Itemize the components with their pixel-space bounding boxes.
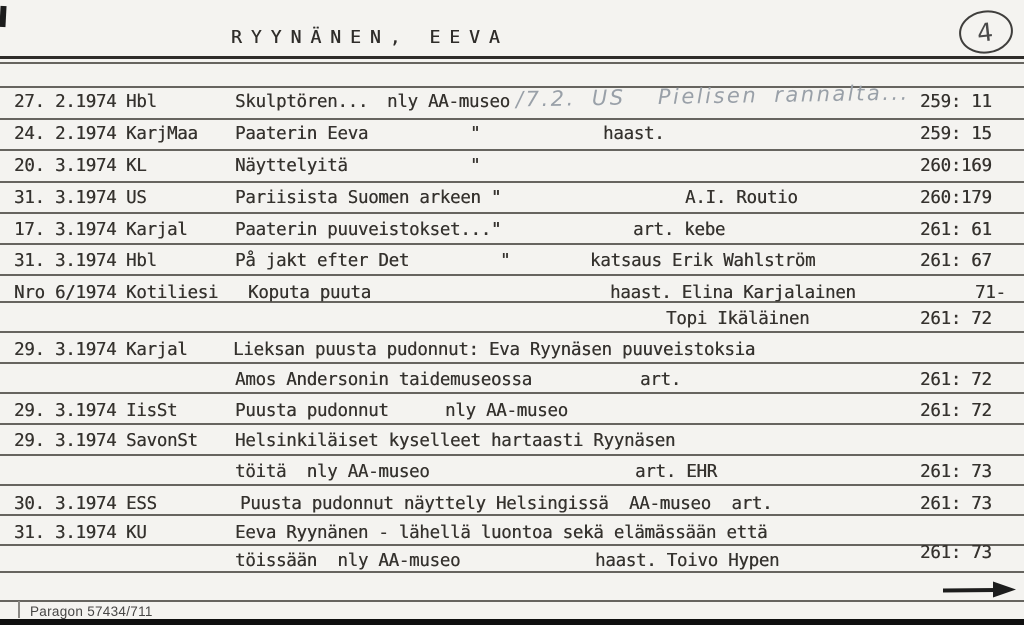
entry-date: 29. 3.1974 bbox=[14, 340, 117, 360]
entry-credit-cont: Topi Ikäläinen bbox=[666, 309, 810, 329]
circled-page-number-icon bbox=[956, 6, 1018, 60]
entry-title: Skulptören... bbox=[235, 92, 369, 112]
entry-source: KU bbox=[126, 523, 147, 543]
entry-source: Hbl bbox=[126, 251, 157, 271]
entry-source: Kotiliesi bbox=[126, 283, 219, 303]
entry-credit: katsaus Erik Wahlström bbox=[590, 251, 816, 271]
entry-ref: 261: 72 bbox=[920, 401, 992, 421]
entry-title: Helsinkiläiset kyselleet hartaasti Ryynäsen bbox=[235, 431, 676, 451]
entry-ref: 261: 67 bbox=[920, 251, 992, 271]
entry-source: KL bbox=[126, 156, 147, 176]
page-title: RYYNÄNEN, EEVA bbox=[231, 27, 509, 48]
entry-credit: art. kebe bbox=[633, 220, 726, 240]
scan-artifact bbox=[0, 6, 7, 27]
entry-date: 17. 3.1974 bbox=[14, 220, 117, 240]
entry-title-cont: Amos Andersonin taidemuseossa bbox=[235, 370, 532, 390]
entry-date: 20. 3.1974 bbox=[14, 156, 117, 176]
ditto-mark: " bbox=[500, 251, 511, 271]
bottom-scan-bar bbox=[0, 619, 1024, 625]
ruled-line bbox=[0, 56, 1024, 59]
entry-credit: haast. Elina Karjalainen bbox=[610, 283, 856, 303]
scan-artifact bbox=[18, 601, 20, 618]
ditto-mark: " bbox=[470, 124, 481, 144]
ruled-line bbox=[0, 274, 1024, 276]
entry-ref: 261: 72 bbox=[920, 370, 992, 390]
entry-ref: 261: 61 bbox=[920, 220, 992, 240]
entry-credit: haast. bbox=[603, 124, 665, 144]
entry-ref: 261: 73 bbox=[920, 494, 992, 514]
entry-ref: 259: 15 bbox=[920, 124, 992, 144]
ruled-line bbox=[0, 484, 1024, 486]
ruled-line bbox=[0, 62, 1024, 64]
entry-ref: 259: 11 bbox=[920, 92, 992, 112]
entry-credit: art. EHR bbox=[635, 462, 717, 482]
entry-credit: haast. Toivo Hypen bbox=[595, 551, 780, 571]
entry-ref: 260:179 bbox=[920, 188, 992, 208]
ruled-line bbox=[0, 243, 1024, 245]
entry-credit: art. bbox=[640, 370, 681, 390]
entry-date: Nro 6/1974 bbox=[14, 283, 117, 303]
ruled-line bbox=[0, 118, 1024, 120]
entry-title: Koputa puuta bbox=[248, 283, 371, 303]
entry-date: 24. 2.1974 bbox=[14, 124, 117, 144]
entry-date: 31. 3.1974 bbox=[14, 251, 117, 271]
entry-date: 31. 3.1974 bbox=[14, 523, 117, 543]
ruled-line bbox=[0, 600, 1024, 602]
entry-title: Paaterin puuveistokset..." bbox=[235, 220, 502, 240]
right-arrow-icon bbox=[935, 577, 1023, 603]
handwritten-note: /7.2. US Pielisen rannalta... bbox=[515, 80, 910, 112]
entry-note: nly AA-museo bbox=[445, 401, 568, 421]
entry-source: ESS bbox=[126, 494, 157, 514]
ruled-line bbox=[0, 362, 1024, 364]
entry-title: Pariisista Suomen arkeen " bbox=[235, 188, 502, 208]
ruled-line bbox=[0, 423, 1024, 425]
entry-title: Puusta pudonnut näyttely Helsingissä AA-museo art. bbox=[240, 494, 773, 514]
entry-date: 31. 3.1974 bbox=[14, 188, 117, 208]
footer-brand: Paragon 57434/711 bbox=[30, 604, 153, 619]
entry-note: nly AA-museo bbox=[387, 92, 510, 112]
entry-title: Näyttelyitä bbox=[235, 156, 348, 176]
ruled-line bbox=[0, 544, 1024, 546]
entry-title: Puusta pudonnut bbox=[235, 401, 389, 421]
entry-title: Eeva Ryynänen - lähellä luontoa sekä elämässään että bbox=[235, 523, 768, 543]
ruled-line bbox=[0, 514, 1024, 516]
entry-date: 29. 3.1974 bbox=[14, 431, 117, 451]
ruled-line bbox=[0, 149, 1024, 151]
ruled-line bbox=[0, 181, 1024, 183]
entry-title: På jakt efter Det bbox=[235, 251, 410, 271]
entry-title-cont: töitä nly AA-museo bbox=[235, 462, 430, 482]
card-number: 4 bbox=[975, 17, 995, 48]
entry-source: SavonSt bbox=[126, 431, 198, 451]
entry-date: 29. 3.1974 bbox=[14, 401, 117, 421]
entry-source: KarjMaa bbox=[126, 124, 198, 144]
entry-ref: 261: 73 bbox=[920, 462, 992, 482]
entry-ref: 71- bbox=[975, 283, 1006, 303]
entry-source: Karjal bbox=[126, 340, 188, 360]
entry-source: IisSt bbox=[126, 401, 178, 421]
entry-source: US bbox=[126, 188, 147, 208]
entry-title: Lieksan puusta pudonnut: Eva Ryynäsen puuveistoksia bbox=[233, 340, 756, 360]
ruled-line bbox=[0, 571, 1024, 573]
entry-credit: A.I. Routio bbox=[685, 188, 798, 208]
entry-source: Karjal bbox=[126, 220, 188, 240]
entry-ref: 260:169 bbox=[920, 156, 992, 176]
ditto-mark: " bbox=[470, 156, 481, 176]
entry-ref: 261: 73 bbox=[920, 543, 992, 563]
ruled-line bbox=[0, 454, 1024, 456]
entry-ref-cont: 261: 72 bbox=[920, 309, 992, 329]
entry-title-cont: töissään nly AA-museo bbox=[235, 551, 461, 571]
entry-source: Hbl bbox=[126, 92, 157, 112]
ruled-line bbox=[0, 392, 1024, 394]
entry-title: Paaterin Eeva bbox=[235, 124, 369, 144]
entry-date: 27. 2.1974 bbox=[14, 92, 117, 112]
ruled-line bbox=[0, 212, 1024, 214]
entry-date: 30. 3.1974 bbox=[14, 494, 117, 514]
ruled-line bbox=[0, 331, 1024, 333]
